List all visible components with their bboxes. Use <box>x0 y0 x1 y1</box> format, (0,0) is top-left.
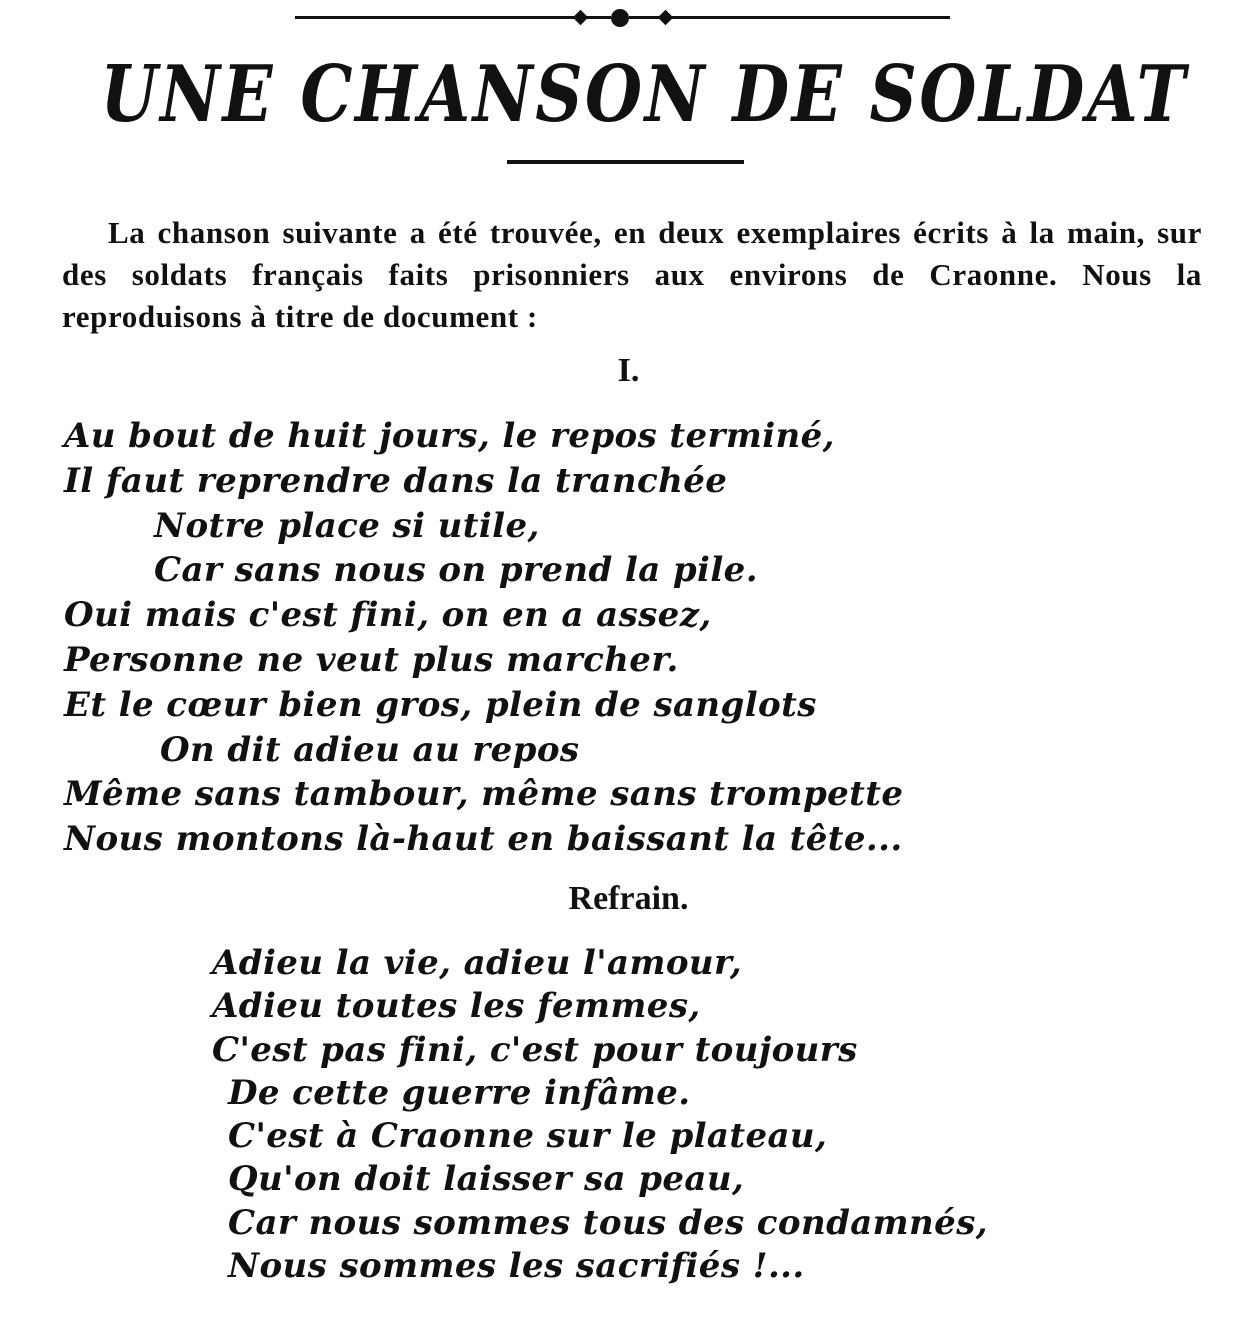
verse-line: On dit adieu au repos <box>160 729 580 770</box>
refrain-line: Qu'on doit laisser sa peau, <box>228 1159 745 1200</box>
refrain-line: C'est pas fini, c'est pour toujours <box>212 1029 858 1070</box>
stanza-heading: I. <box>617 352 640 389</box>
refrain-line: Adieu toutes les femmes, <box>212 986 701 1027</box>
article-title: UNE CHANSON DE SOLDAT <box>100 49 1188 140</box>
refrain-line: Car nous sommes tous des condamnés, <box>228 1202 988 1243</box>
verse-line: Même sans tambour, même sans trompette <box>64 774 904 815</box>
refrain-line: De cette guerre infâme. <box>228 1072 691 1113</box>
refrain-verse <box>212 942 988 1288</box>
refrain-heading: Refrain. <box>568 880 689 917</box>
refrain-line: Nous sommes les sacrifiés !... <box>228 1246 805 1287</box>
verse-line: Au bout de huit jours, le repos terminé, <box>64 416 835 456</box>
verse-line: Personne ne veut plus marcher. <box>64 639 679 680</box>
verse-line: Oui mais c'est fini, on en a assez, <box>64 595 712 636</box>
refrain-line: C'est à Craonne sur le plateau, <box>228 1116 828 1157</box>
verse-line: Car sans nous on prend la pile. <box>154 550 758 591</box>
verse-line: Il faut reprendre dans la tranchée <box>64 460 728 501</box>
verse-line: Nous montons là-haut en baissant la tête... <box>64 819 903 860</box>
top-ornamental-rule <box>295 6 950 28</box>
title-underline-rule <box>507 160 744 164</box>
intro-paragraph: La chanson suivante a été trouvée, en deux exemplaires écrits à la main, sur des soldats français faits prisonniers aux environs de Craonne. Nous la reproduisons à titre de document : <box>62 215 1202 334</box>
refrain-line: Adieu la vie, adieu l'amour, <box>212 943 743 983</box>
verse-line: Notre place si utile, <box>154 505 540 546</box>
stanza-verse <box>64 414 903 862</box>
verse-line: Et le cœur bien gros, plein de sanglots <box>64 684 817 725</box>
